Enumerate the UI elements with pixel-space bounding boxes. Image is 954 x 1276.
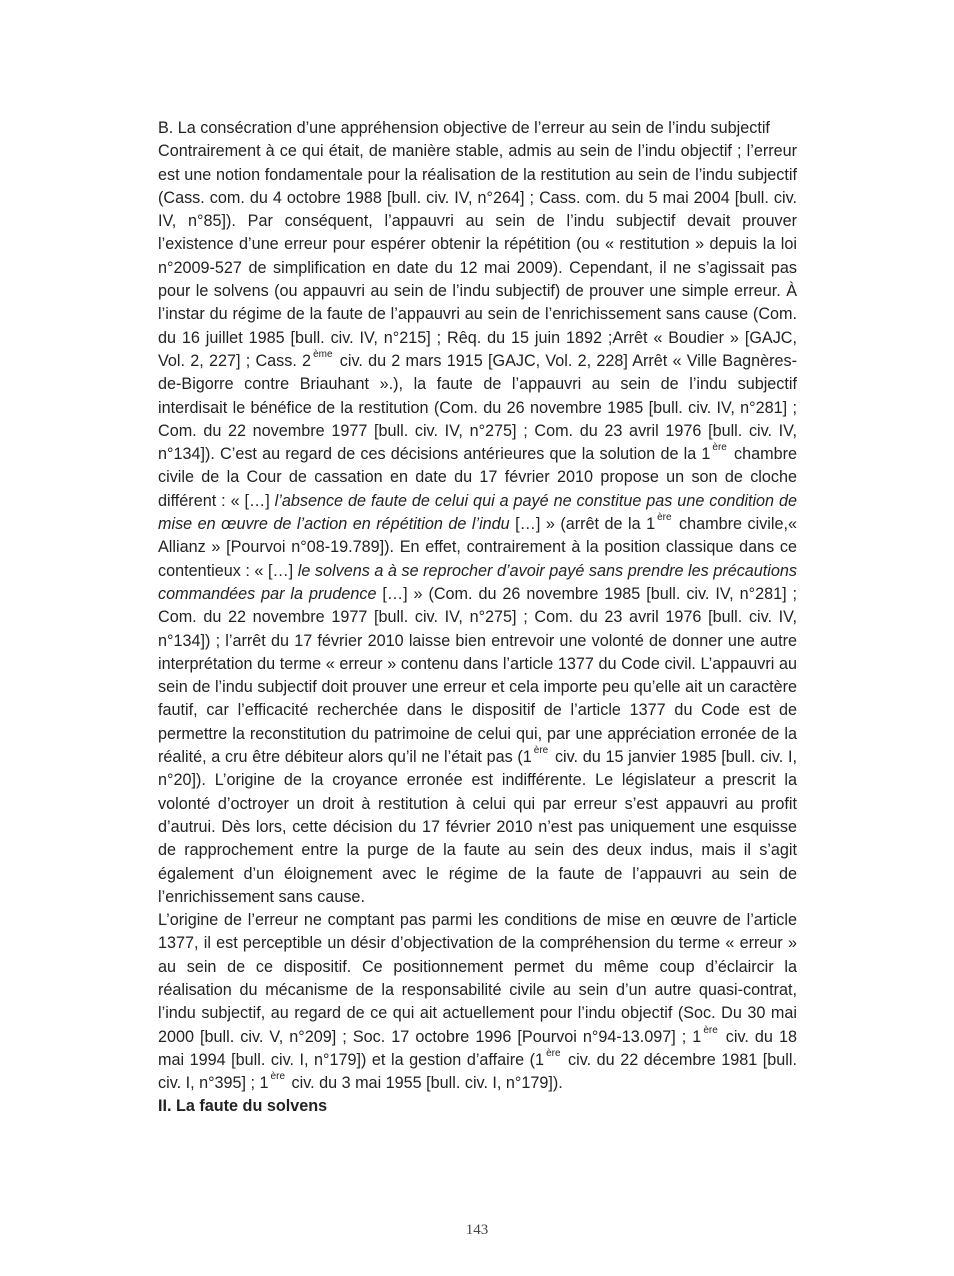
paragraph-1: Contrairement à ce qui était, de manière stable, admis au sein de l’indu objectif ; l’erreur est une notion fondamentale pour la réalisation de la restitution au sein de l’indu subjectif (Cass. com. du 4 octobre 1988 [bull. civ. IV, n°264] ; Cass. com. du 5 mai 2004 [bull. civ. IV, n°85]). Par conséquent, l’appauvri au sein de l’indu subjectif devait prouver l’existence d’une erreur pour espérer obtenir la répétition (ou « restitution » depuis la loi n°2009-527 de simplification en date du 12 mai 2009). Cependant, il ne s’agissait pas pour le solvens (ou appauvri au sein de l’indu subjectif) de prouver une simple erreur. À l’instar du régime de la faute de l’appauvri au sein de l’enrichissement sans cause (Com. du 16 juillet 1985 [bull. civ. IV, n°215] ; Rêq. du 15 juin 1892 ;Arrêt « Boudier » [GAJC, Vol. 2, 227] ; Cass. 2 $^{ème}$ civ. du 2 mars 1915 [GAJC, Vol. 2, 228] Arrêt « Ville Bagnères-de-Bigorre contre Briauhant ».), la faute de l’appauvri au sein de l’indu subjectif interdisait le bénéfice de la restitution (Com. du 26 novembre 1985 [bull. civ. IV, n°281] ; Com. du 22 novembre 1977 [bull. civ. IV, n°275] ; Com. du 23 avril 1976 [bull. civ. IV, n°134]). C’est au regard de ces décisions antérieures que la solution de la 1 $^{ère}$ chambre civile de la Cour de cassation en date du 17 février 2010 propose un son de cloche différent : « […] l’absence de faute de celui qui a payé ne constitue pas une condition de mise en œuvre de l’action en répétition de l’indu […] » (arrêt de la 1 $^{ère}$ chambre civile,« Allianz » [Pourvoi n°08-19.789]). En effet, contrairement à la position classique dans ce contentieux : « […] le solvens a à se reprocher d’avoir payé sans prendre les précautions commandées par la prudence […] » (Com. du 26 novembre 1985 [bull. civ. IV, n°281] ; Com. du 22 novembre 1977 [bull. civ. IV, n°275] ; Com. du 23 avril 1976 [bull. civ. IV, n°134]) ; l’arrêt du 17 février 2010 laisse bien entrevoir une volonté de donner une autre interprétation du terme « erreur » contenu dans l’article 1377 du Code civil. L’appauvri au sein de l’indu subjectif doit prouver une erreur et cela importe peu qu’elle ait un caractère fautif, car l’efficacité recherchée dans le dispositif de l’article 1377 du Code est de permettre la reconstitution du patrimoine de celui qui, par une appréciation erronée de la réalité, a cru être débiteur alors qu’il ne l’était pas (1 $^{ère}$ civ. du 15 janvier 1985 [bull. civ. I, n°20]). L’origine de la croyance erronée est indifférente. Le législateur a prescrit la volonté d’octroyer un droit à restitution à celui qui par erreur s’est appauvri au profit d’autrui. Dès lors, cette décision du 17 février 2010 n’est pas uniquement une esquisse de rapprochement entre la purge de la faute au sein des deux indus, mais il s’agit également d’un éloignement avec le régime de la faute de l’appauvri au sein de l’enrichissement sans cause. [158,142,798,906]
subsection-heading: II. La faute du solvens [158,1097,328,1116]
superscript: ère [712,442,727,454]
superscript: ère [703,1024,718,1036]
section-heading: B. La consécration d’une appréhension objective de l’erreur au sein de l’indu subjectif [158,119,770,137]
superscript: ère [270,1071,285,1083]
quotation-italic: l’absence de faute de celui qui a payé ne constitue pas une condition de mise en œuvre de l’action en répétition de l’indu [158,491,798,534]
superscript: ème [313,348,333,360]
superscript: ère [533,745,549,757]
page-number: 143 [465,1222,489,1238]
superscript: ère [546,1047,561,1059]
document-body [158,117,797,1119]
paragraph-2: L’origine de l’erreur ne comptant pas parmi les conditions de mise en œuvre de l’article 1377, il est perceptible un désir d’objectivation de la compréhension du terme « erreur » au sein de ce dispositif. Ce positionnement permet du même coup d’éclaircir la réalisation du mécanisme de la responsabilité civile au sein d’un autre quasi-contrat, l’indu subjectif, au regard de ce qui ait actuellement pour l’indu objectif (Soc. Du 30 mai 2000 [bull. civ. V, n°209] ; Soc. 17 octobre 1996 [Pourvoi n°94-13.097] ; 1 $^{ère}$ civ. du 18 mai 1994 [bull. civ. I, n°179]) et la gestion d’affaire (1 $^{ère}$ civ. du 22 décembre 1981 [bull. civ. I, n°395] ; 1 $^{ère}$ civ. du 3 mai 1955 [bull. civ. I, n°179]). [158,911,797,1093]
superscript: ère [657,512,672,524]
quotation-italic: le solvens a à se reprocher d’avoir payé sans prendre les précautions commandées par la prudence [158,561,797,603]
